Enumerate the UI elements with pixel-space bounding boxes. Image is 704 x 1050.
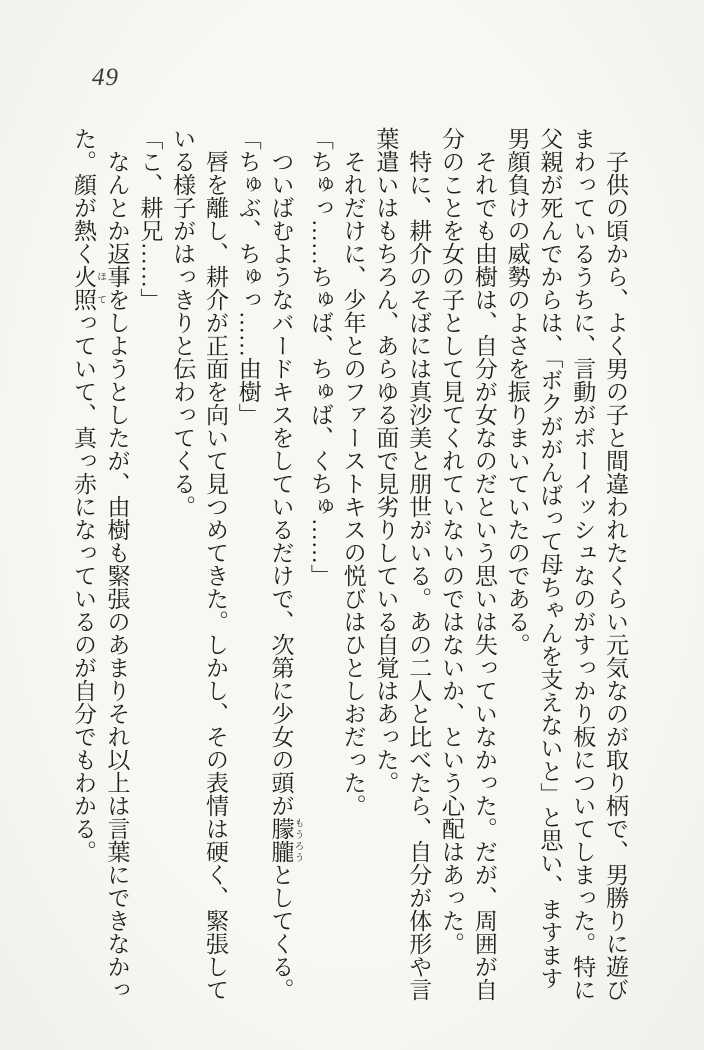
furigana-annotated-word: 朦朧 もうろう — [268, 817, 304, 863]
paragraph: それだけに、少年とのファーストキスの悦びはひとしおだった。 — [340, 150, 366, 817]
furigana-annotated-word: 火照 ほて — [71, 265, 107, 311]
text-block — [71, 127, 631, 1005]
paragraph: 特に、耕介のそばには真沙美と朋世がいる。あの二人と比べたら、自分が体形や言葉遣いはもちろん、あらゆる面で見劣りしている自覚はあった。 — [373, 127, 432, 1001]
page-number: 49 — [92, 64, 119, 91]
paragraph: 唇を離し、耕介が正面を向いて見つめてきた。しかし、その表情は硬く、緊張している様子がはっきりと伝わってくる。 — [170, 127, 228, 1001]
paragraph: なんとか返事をしようとしたが、由樹も緊張のあまりそれ以上は言葉にできなかった。顔が熱く火照 ほてっていて、真っ赤になっているのが自分でもわかる。 — [71, 127, 130, 1001]
paragraph: ついばむようなバードキスをしているだけで、次第に少女の頭が朦朧 もうろうとしてくる。 — [268, 150, 304, 1001]
paragraph: 「ちゅっ……ちゅば、ちゅば、くちゅ……」 — [307, 127, 333, 587]
paragraph: 「ちゅぶ、ちゅっ……由樹」 — [235, 127, 261, 426]
paragraph: 子供の頃から、よく男の子と間違われたくらい元気なのが取り柄で、男勝りに遊びまわっているうちに、言動がボーイッシュなのがすっかり板についてしまった。特に父親が死んでからは、「ボクががんばって母ちゃんを支えないと」と思い、ますます男顔負けの威勢のよさを振りまいていたのである。 — [504, 127, 628, 1001]
paragraph: それでも由樹は、自分が女なのだという思いは失っていなかった。だが、周囲が自分のことを女の子として見てくれていないのではないか、という心配はあった。 — [439, 127, 497, 1001]
paragraph: 「こ、耕兄……」 — [137, 127, 163, 311]
